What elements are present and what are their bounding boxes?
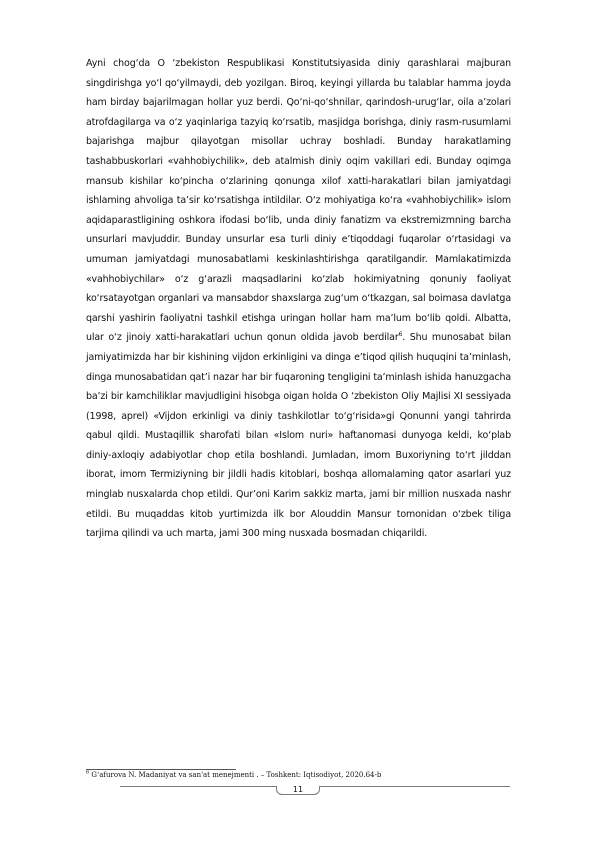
footnote-separator [86, 769, 236, 770]
page-number: 11 [292, 786, 304, 794]
footnote [86, 771, 516, 780]
body-paragraph [86, 54, 511, 544]
paragraph-text-part-1: Ayni chog‘da O ‘zbekiston Respublikasi Konstitutsiyasida diniy qarashlarai majburan singdirishga yo‘l qo‘yilmaydi, deb yozilgan. Biroq, keyingi yillarda bu talablar hamma joyda ham birday bajarilmagan hollar yuz berdi. Qo‘ni-qo‘shnilar, qarindosh-urug‘lar, oila a’zolari atrofdagilarga va o‘z yaqinlariga tazyiq ko‘rsatib, masjidga borishga, diniy rasm-rusumlami bajarishga majbur qilayotgan misollar uchray boshladi. Bunday harakatlaming tashabbuskorlari «vahhobiychilik», deb atalmish diniy oqim vakillari edi. Bunday oqimga mansub kishilar ko‘pincha o‘zlarining qonunga xilof xatti-harakatlari bilan jamiyatdagi ishlaming ahvoliga ta’sir ko‘rsatishga intildilar. O‘z mohiyatiga ko‘ra «vahhobiychilik» islom aqidaparastligining oshkora ifodasi bo‘lib, unda diniy fanatizm va ekstremizmning barcha unsurlari mavjuddir. Bunday unsurlar esa turli diniy e’tiqoddagi fuqarolar o‘rtasidagi va umuman jamiyatdagi munosabatlami keskinlashtirishga qaratilgandir. Mamlakatimizda «vahhobiychilar» o‘z g‘arazli maqsadlarini ko‘zlab hokimiyatning qonuniy faoliyat ko‘rsatayotgan organlari va mansabdor shaxslarga zug‘um o‘tkazgan, sal boimasa davlatga qarshi yashirin faoliyatni tashkil etishga uringan hollar ham ma’lum bo‘lib qoldi. Albatta, ular o‘z jinoiy xatti-harakatlari uchun qonun oldida javob berdilar [86, 58, 511, 344]
paragraph-text-part-2: . Shu munosabat bilan jamiyatimizda har bir kishining vijdon erkinligini va dinga e’tiqod qilish huquqini ta’minlash, dinga munosabatidan qat’i nazar har bir fuqaroning tengligini ta’minlash ishida hanuzgacha ba’zi bir kamchiliklar mavjudligini hisobga oigan holda O ‘zbekiston Oliy Majlisi XI sessiyada (1998, aprel) «Vijdon erkinligi va diniy tashkilotlar to‘g‘risida»gi Qonunni yangi tahrirda qabul qildi. Mustaqillik sharofati bilan «Islom nuri» haftanomasi dunyoga keldi, ko‘plab diniy-axloqiy adabiyotlar chop etila boshlandi. Jumladan, imom Buxoriyning to‘rt jilddan iborat, imom Termiziyning bir jildli hadis kitoblari, boshqa allomalaming qator asarlari yuz minglab nusxalarda chop etildi. Qur’oni Karim sakkiz marta, jami bir million nusxada nashr etildi. Bu muqaddas kitob yurtimizda ilk bor Alouddin Mansur tomonidan o‘zbek tiliga tarjima qilindi va uch marta, jami 300 ming nusxada bosmadan chiqarildi. [86, 332, 511, 540]
page-number-box [276, 786, 320, 795]
footnote-reference[interactable]: 6 [398, 331, 403, 339]
footnote-marker: 6 [86, 769, 90, 776]
footnote-text: G‘afurova N. Madaniyat va san'at menejmenti . – Toshkent: Iqtisodiyot, 2020.64-b [89, 771, 382, 779]
